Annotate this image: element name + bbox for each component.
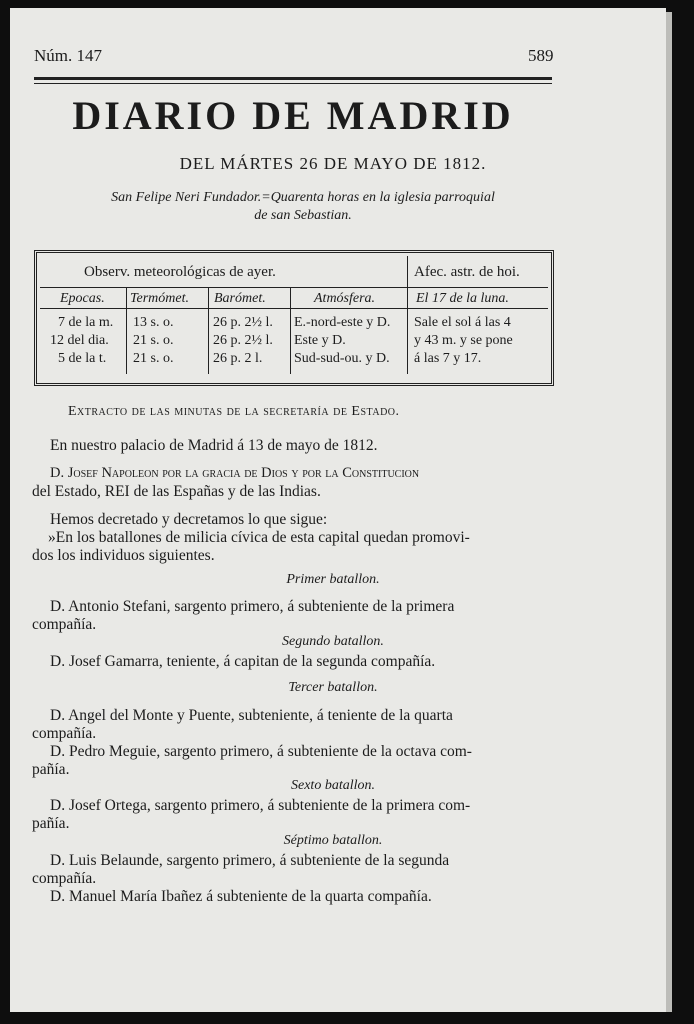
promotion-4-line-1: D. Pedro Meguie, sargento primero, á subteniente de la octava com-: [50, 743, 472, 760]
decree-line-1: D. Josef Napoleon por la gracia de Dios y por la Constitucion: [50, 465, 420, 481]
promotion-2-line-1: D. Josef Gamarra, teniente, á capitan de la segunda compañía.: [50, 653, 436, 670]
row2-epoca: 12 del dia.: [50, 333, 109, 348]
decree-line-2: del Estado, REI de las Españas y de las Indias.: [32, 483, 321, 500]
row2-luna: y 43 m. y se pone: [414, 333, 513, 348]
table-rule-2: [40, 308, 548, 309]
promotion-6-line-1: D. Luis Belaunde, sargento primero, á subteniente de la segunda: [50, 852, 450, 869]
row3-atmosfera: Sud-sud-ou. y D.: [294, 351, 390, 366]
col-header-atmosfera: Atmósfera.: [314, 291, 376, 306]
table-divider-2: [208, 288, 209, 374]
decree-line-3: Hemos decretado y decretamos lo que sigue:: [50, 511, 328, 528]
table-divider-3: [290, 288, 291, 374]
row2-termometro: 21 s. o.: [133, 333, 174, 348]
section-title: Extracto de las minutas de la secretaría de Estado.: [68, 404, 400, 419]
row3-epoca: 5 de la t.: [58, 351, 107, 366]
row1-luna: Sale el sol á las 4: [414, 315, 511, 330]
promotion-1-line-1: D. Antonio Stefani, sargento primero, á subteniente de la primera: [50, 598, 455, 615]
table-divider-main: [407, 256, 408, 374]
masthead-rule-bottom: [34, 83, 552, 84]
row3-luna: á las 7 y 17.: [414, 351, 482, 366]
row1-atmosfera: E.-nord-este y D.: [294, 315, 391, 330]
row3-termometro: 21 s. o.: [133, 351, 174, 366]
place-date: En nuestro palacio de Madrid á 13 de mayo de 1812.: [50, 437, 378, 454]
saint-line-1: San Felipe Neri Fundador.=Quarenta horas en la iglesia parroquial: [111, 190, 495, 205]
row2-atmosfera: Este y D.: [294, 333, 346, 348]
decree-line-5: dos los individuos siguientes.: [32, 547, 215, 564]
weather-heading: Observ. meteorológicas de ayer.: [84, 264, 276, 280]
issue-date: DEL MÁRTES 26 DE MAYO DE 1812.: [179, 154, 487, 173]
promotion-3-line-2: compañía.: [32, 725, 97, 742]
batallon-heading-1: Primer batallon.: [286, 572, 380, 587]
col-header-termometro: Termómet.: [130, 291, 189, 306]
row1-barometro: 26 p. 2½ l.: [213, 315, 273, 330]
astro-heading: Afec. astr. de hoi.: [414, 264, 520, 280]
batallon-heading-3: Tercer batallon.: [288, 680, 378, 695]
decree-line-4: »En los batallones de milicia cívica de esta capital quedan promovi-: [48, 529, 470, 546]
batallon-heading-5: Séptimo batallon.: [283, 833, 383, 848]
col-header-barometro: Barómet.: [214, 291, 266, 306]
promotion-5-line-2: pañía.: [32, 815, 70, 832]
saint-line-2: de san Sebastian.: [254, 208, 352, 223]
promotion-3-line-1: D. Angel del Monte y Puente, subteniente, á teniente de la quarta: [50, 707, 453, 724]
row1-epoca: 7 de la m.: [58, 315, 114, 330]
table-divider-1: [126, 288, 127, 374]
masthead-title: DIARIO DE MADRID: [72, 93, 514, 138]
table-rule-1: [40, 287, 548, 288]
col-header-epocas: Epocas.: [60, 291, 105, 306]
promotion-5-line-1: D. Josef Ortega, sargento primero, á subteniente de la primera com-: [50, 797, 471, 814]
page-number: 589: [528, 46, 554, 65]
row2-barometro: 26 p. 2½ l.: [213, 333, 273, 348]
promotion-7-line-1: D. Manuel María Ibañez á subteniente de la quarta compañía.: [50, 888, 432, 905]
promotion-1-line-2: compañía.: [32, 616, 97, 633]
issue-number: Núm. 147: [34, 46, 102, 65]
row1-termometro: 13 s. o.: [133, 315, 174, 330]
row3-barometro: 26 p. 2 l.: [213, 351, 263, 366]
promotion-6-line-2: compañía.: [32, 870, 97, 887]
masthead-rule-top: [34, 77, 552, 80]
page-edge: [666, 12, 672, 1012]
promotion-4-line-2: pañía.: [32, 761, 70, 778]
col-header-luna: El 17 de la luna.: [416, 291, 509, 306]
batallon-heading-4: Sexto batallon.: [291, 778, 375, 793]
batallon-heading-2: Segundo batallon.: [282, 634, 384, 649]
